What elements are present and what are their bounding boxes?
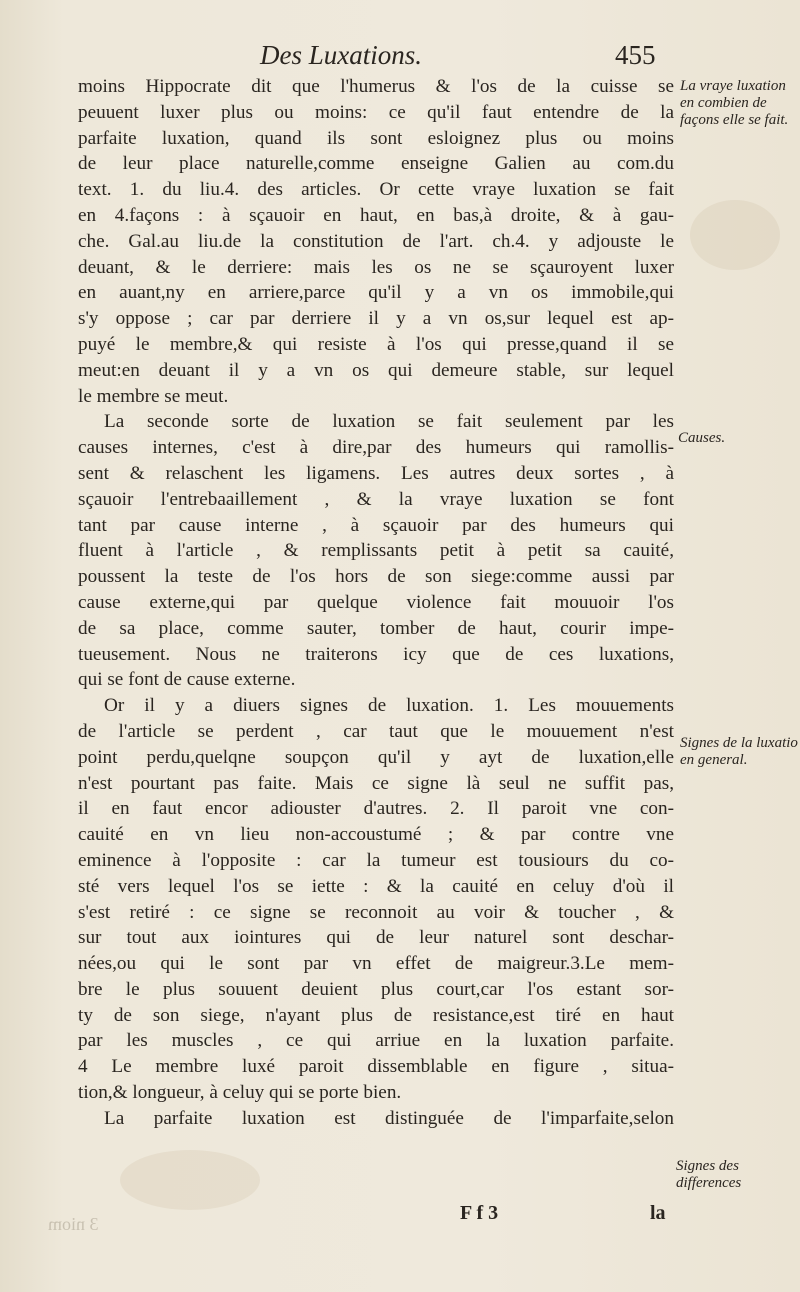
text-line: s'est retiré : ce signe se reconnoit au voir & toucher , & — [78, 901, 674, 923]
text-line: en 4.façons : à sçauoir en haut, en bas,à droite, & à gau- — [78, 204, 674, 226]
text-line: eminence à l'opposite : car la tumeur est tousiours du co- — [78, 849, 674, 871]
text-line: de leur place naturelle,comme enseigne Galien au com.du — [78, 153, 674, 175]
running-title: Des Luxations. — [260, 40, 422, 70]
text-line: tueusement. Nous ne traiterons icy que de ces luxations, — [78, 643, 674, 665]
catchword: la — [650, 1202, 666, 1224]
text-line: sté vers lequel l'os se iette : & la cauité en celuy d'où il — [78, 875, 674, 897]
text-line: 4 Le membre luxé paroit dissemblable en figure , situa- — [78, 1056, 674, 1078]
page-number: 455 — [615, 40, 656, 70]
paper-stain — [690, 200, 780, 270]
text-line: puyé le membre,& qui resiste à l'os qui presse,quand il se — [78, 333, 674, 355]
text-line: text. 1. du liu.4. des articles. Or cette vraye luxation se fait — [78, 179, 674, 201]
text-line: tion,& longueur, à celuy qui se porte bien. — [78, 1082, 402, 1104]
body-text — [78, 74, 674, 1132]
text-line: nées,ou qui le sont par vn effet de maigreur.3.Le mem- — [78, 953, 674, 975]
text-line: le membre se meut. — [78, 385, 229, 407]
text-line: cause externe,qui par quelque violence fait mouuoir l'os — [78, 591, 674, 613]
text-line: par les muscles , ce qui arriue en la luxation parfaite. — [78, 1030, 674, 1052]
text-line: qui se font de cause externe. — [78, 669, 296, 691]
text-line: bre le plus souuent deuient plus court,car l'os estant sor- — [78, 978, 674, 1000]
text-line: moins Hippocrate dit que l'humerus & l'os de la cuisse se — [78, 76, 674, 97]
text-line: tant par cause interne , à sçauoir par des humeurs qui — [78, 514, 674, 536]
text-line: fluent à l'article , & remplissants petit à petit sa cauité, — [78, 540, 674, 562]
text-line: en auant,ny en arriere,parce qu'il y a vn os immobile,qui — [78, 282, 674, 304]
text-line: sur tout aux iointures qui de leur naturel sont deschar- — [78, 927, 674, 949]
text-line: de l'article se perdent , car taut que le mouuement n'est — [78, 720, 674, 742]
text-line: La parfaite luxation est distinguée de l'imparfaite,selon — [104, 1107, 674, 1129]
show-through-text: 3 niom — [48, 1214, 99, 1234]
text-line: n'est pourtant pas faite. Mais ce signe là seul ne suffit pas, — [78, 772, 674, 794]
text-line: s'y oppose ; car par derriere il y a vn os,sur lequel est ap- — [78, 308, 674, 330]
text-line: Or il y a diuers signes de luxation. 1. Les mouuements — [104, 695, 674, 717]
text-line: point perdu,quelqne soupçon qu'il y ayt de luxation,elle — [78, 746, 674, 768]
text-line: il en faut encor adiouster d'autres. 2. Il paroit vne con- — [78, 798, 674, 820]
margin-note-vraye-luxation: La vraye luxation en combien de façons elle se fait. — [680, 78, 789, 128]
text-line: cauité en vn lieu non-accoustumé ; & par contre vne — [78, 824, 674, 846]
text-line: ty de son siege, n'ayant plus de resistance,est tiré en haut — [78, 1004, 674, 1026]
text-line: de sa place, comme sauter, tomber de haut, courir impe- — [78, 617, 674, 639]
signature-mark: F f 3 — [460, 1202, 499, 1224]
text-line: poussent la teste de l'os hors de son siege:comme aussi par — [78, 566, 674, 588]
text-line: meut:en deuant il y a vn os qui demeure stable, sur lequel — [78, 359, 674, 381]
text-line: sçauoir l'entrebaaillement , & la vraye luxation se font — [78, 488, 674, 510]
running-head — [250, 40, 670, 72]
text-line: che. Gal.au liu.de la constitution de l'art. ch.4. y adjouste le — [78, 230, 674, 252]
margin-note-signes: Signes de la luxatio en general. — [680, 735, 798, 768]
paper-stain — [120, 1150, 260, 1210]
text-line: peuuent luxer plus ou moins: ce qu'il faut entendre de la — [78, 101, 674, 123]
margin-note-causes: Causes. — [678, 430, 726, 446]
text-line: sent & relaschent les ligamens. Les autres deux sortes , à — [78, 462, 674, 484]
text-line: La seconde sorte de luxation se fait seulement par les — [104, 411, 674, 433]
text-line: deuant, & le derriere: mais les os ne se sçauroyent luxer — [78, 256, 674, 278]
text-line: parfaite luxation, quand ils sont esloignez plus ou moins — [78, 127, 674, 149]
margin-note-differences: Signes des differences — [676, 1158, 742, 1191]
text-line: causes internes, c'est à dire,par des humeurs qui ramollis- — [78, 437, 674, 459]
